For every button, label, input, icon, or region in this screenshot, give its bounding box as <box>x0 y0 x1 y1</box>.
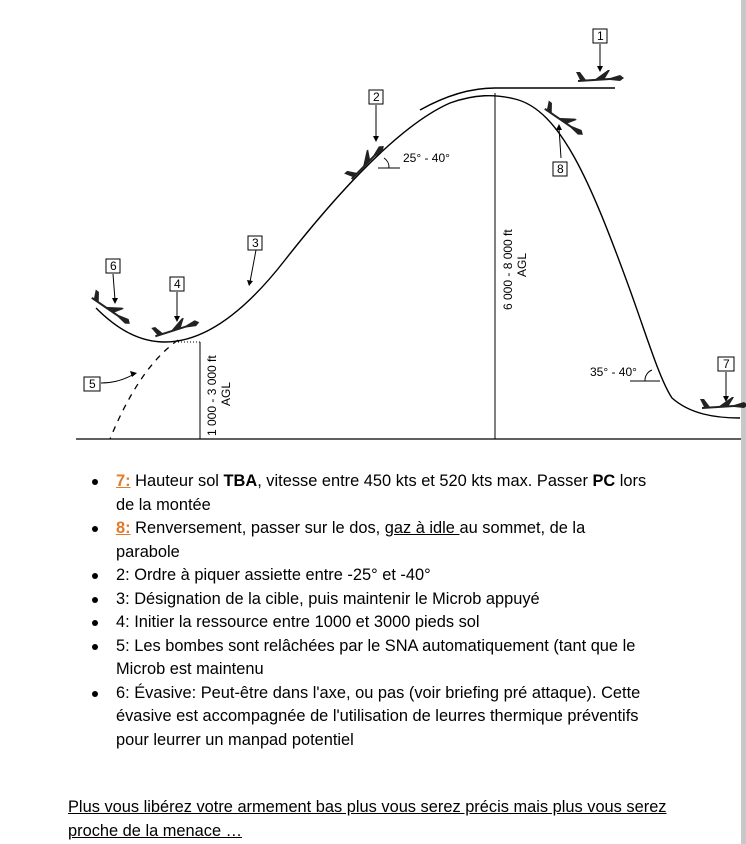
label-box-3 <box>248 236 262 250</box>
aircraft-icon <box>90 288 135 327</box>
svg-text:4: 4 <box>174 277 181 291</box>
bullet-dot <box>92 620 98 626</box>
label-box-1 <box>593 29 607 43</box>
angle-label-climb: 25° - 40° <box>403 151 450 165</box>
angle-arc-climb <box>384 158 389 168</box>
list-item: 3: Désignation de la cible, puis maintenir le Microb appuyé <box>92 588 652 612</box>
bomb-trajectory <box>110 340 178 439</box>
altitude-low-unit: AGL <box>219 381 233 406</box>
aircraft-icon <box>343 140 387 181</box>
label-box-4 <box>170 277 184 291</box>
label-box-8 <box>553 162 567 176</box>
step-number-link[interactable]: 8: <box>116 519 131 537</box>
list-item: 8: Renversement, passer sur le dos, gaz à idle au sommet, de la parabole <box>92 517 652 564</box>
bullet-dot <box>92 691 98 697</box>
svg-text:7: 7 <box>723 357 730 371</box>
bullet-dot <box>92 597 98 603</box>
bullet-dot <box>92 526 98 532</box>
list-item: 4: Initier la ressource entre 1000 et 3000 pieds sol <box>92 611 652 635</box>
procedure-list <box>92 470 652 752</box>
list-item: 7: Hauteur sol TBA, vitesse entre 450 kts et 520 kts max. Passer PC lors de la montée <box>92 470 652 517</box>
bullet-dot <box>92 644 98 650</box>
svg-text:5: 5 <box>89 377 96 391</box>
label-box-6 <box>106 259 120 273</box>
flight-path <box>96 96 740 418</box>
footer-note: Plus vous libérez votre armement bas plus vous serez précis mais plus vous serez proche de la menace … <box>68 798 667 840</box>
svg-text:3: 3 <box>252 236 259 250</box>
aircraft-icon <box>700 397 746 409</box>
svg-text:8: 8 <box>557 162 564 176</box>
list-item: 2: Ordre à piquer assiette entre -25° et -40° <box>92 564 652 588</box>
label-box-2 <box>369 90 383 104</box>
altitude-low-label: 1 000 - 3 000 ft <box>205 355 219 436</box>
list-item: 5: Les bombes sont relâchées par le SNA automatiquement (tant que le Microb est maintenu <box>92 635 652 682</box>
label-box-5 <box>84 377 100 391</box>
altitude-high-label: 6 000 - 8 000 ft <box>501 229 515 310</box>
altitude-high-unit: AGL <box>515 252 529 277</box>
svg-text:6: 6 <box>110 259 117 273</box>
label-box-7 <box>718 357 734 371</box>
list-item: 6: Évasive: Peut-être dans l'axe, ou pas (voir briefing pré attaque). Cette évasive est accompagnée de l'utilisation de leurres thermique préventifs pour leurrer un manpad potentiel <box>92 682 652 753</box>
bullet-dot <box>92 573 98 579</box>
angle-label-dive: 35° - 40° <box>590 365 637 379</box>
bullet-dot <box>92 479 98 485</box>
svg-text:2: 2 <box>373 90 380 104</box>
angle-arc-dive <box>645 370 652 381</box>
svg-text:1: 1 <box>597 29 604 43</box>
step-number-link[interactable]: 7: <box>116 472 131 490</box>
aircraft-icon <box>543 99 588 138</box>
